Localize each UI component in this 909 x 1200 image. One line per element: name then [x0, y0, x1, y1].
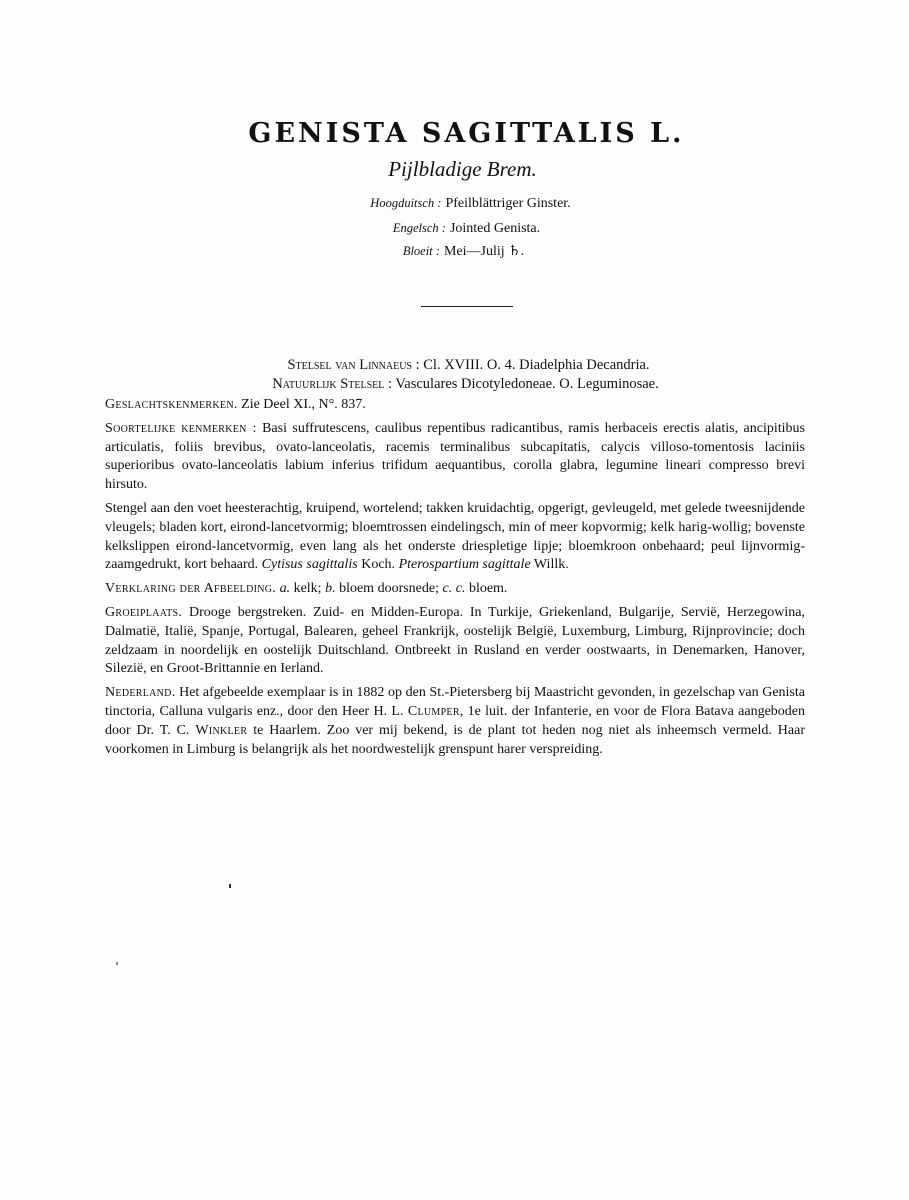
soort-label: Soortelijke kenmerken :	[105, 420, 257, 436]
verklaring-label: Verklaring der Afbeelding.	[105, 581, 277, 597]
paragraph-groeiplaats	[105, 604, 805, 679]
paragraph-soortelijk	[105, 420, 805, 495]
synonym-english-value: Jointed Genista.	[449, 221, 541, 236]
paragraph-stengel	[105, 500, 805, 575]
synonym-german-label: Hoogduitsch :	[370, 196, 442, 210]
nederland-text-1: Het afgebeelde exemplaar is in 1882 op den St.-Pietersberg bij Maastricht gevonden, in gezelschap van Genista tinctoria, Calluna vulgaris enz., door den Heer H. L.	[105, 685, 805, 719]
nederland-label: Nederland.	[105, 685, 176, 701]
groei-text: Drooge bergstreken. Zuid- en Midden-Europa. In Turkije, Griekenland, Bulgarije, Servië, Herzegowina, Dalmatië, Italië, Spanje, Portugal, Balearen, geheel Frankrijk, oostelijk België, Luxemburg, Limburg, Rijnprovincie; doch zeldzaam in noordelijk en oostelijk Duitschland. Ontbreekt in Rusland en verder oostwaarts, in Denemarken, Hanover, Silezië, en Groot-Brittannie en Ierland.	[105, 604, 806, 677]
section-divider	[421, 306, 513, 307]
species-title: GENISTA SAGITTALIS L.	[248, 118, 685, 149]
geslacht-label: Geslachtskenmerken.	[105, 397, 238, 412]
ink-speck	[229, 884, 231, 888]
groei-label: Groeiplaats.	[105, 604, 183, 620]
linnaeus-label: Stelsel van Linnaeus :	[287, 357, 420, 373]
stengel-text: Stengel aan den voet heesterachtig, kruipend, wortelend; takken kruidachtig, opgerigt, gevleugeld, met gelede tweesnijdende vleugels; bladen kort, eirond-lancetvormig; bloemtrossen eindelingsch, min of meer kopvormig; kelk harig-wollig; bovenste kelkslippen eirond-lancetvormig, even lang als het onderste driespletige lipje; bloemkroon onbehaard; peul lijnvormig-zaamgedrukt, kort behaard.	[105, 500, 805, 573]
dutch-name: Pijlbladige Brem.	[388, 157, 537, 181]
flowering-value: Mei—Julij ♄.	[443, 244, 525, 259]
flowering-period	[9, 241, 909, 262]
verklaring-b-text: bloem doorsnede;	[339, 581, 439, 597]
body-text	[105, 396, 805, 764]
nederland-text-2: , 1e luit. der Infanterie, en voor de Flora Batava aangeboden door Dr. T. C.	[105, 703, 805, 738]
verklaring-b: b.	[325, 581, 336, 597]
nederland-name-1: Clumper	[407, 703, 460, 719]
paragraph-geslacht	[105, 396, 805, 415]
synonym-english-label: Engelsch :	[392, 221, 446, 235]
synonym-german-value: Pfeilblättriger Ginster.	[445, 196, 571, 211]
stengel-synonym-1-author: Koch.	[361, 557, 396, 573]
paragraph-verklaring	[105, 580, 805, 599]
synonym-german	[16, 193, 909, 214]
linnaeus-system	[14, 357, 909, 374]
ink-speck	[116, 962, 118, 965]
verklaring-a-text: kelk;	[293, 581, 322, 597]
paragraph-nederland	[105, 684, 805, 759]
stengel-synonym-1: Cytisus sagittalis	[261, 557, 358, 573]
flowering-label: Bloeit :	[402, 244, 440, 258]
verklaring-c: c. c.	[442, 581, 466, 597]
natural-value: Vasculares Dicotyledoneae. O. Leguminosae.	[395, 376, 659, 392]
stengel-synonym-2: Pterospartium sagittale	[398, 557, 531, 573]
verklaring-c-text: bloem.	[468, 581, 508, 597]
nederland-text-3: te Haarlem. Zoo ver mij bekend, is de plant tot heden nog niet als inheemsch vermeld. Haar voorkomen in Limburg is belangrijk als het noordwestelijk grenspunt harer verspreiding.	[105, 722, 805, 757]
natural-system	[11, 376, 909, 393]
nederland-name-2: Winkler	[195, 722, 248, 738]
synonym-english	[12, 218, 909, 239]
stengel-synonym-2-author: Willk.	[533, 557, 569, 573]
geslacht-text: Zie Deel XI., N°. 837.	[241, 397, 366, 412]
verklaring-a: a.	[279, 581, 291, 597]
soort-text: Basi suffrutescens, caulibus repentibus radicantibus, ramis herbaceis erectis alatis, ancipitibus articulatis, foliis brevibus, ovato-lanceolatis, racemis terminalibus subcapitatis, calycis villoso-tomentosis laciniis superioribus ovato-lanceolatis labium inferius trifidum aequantibus, corolla glabra, legumine lineari compresso brevi hirsuto.	[105, 420, 805, 493]
natural-label: Natuurlijk Stelsel :	[272, 376, 393, 392]
linnaeus-value: Cl. XVIII. O. 4. Diadelphia Decandria.	[423, 357, 650, 373]
